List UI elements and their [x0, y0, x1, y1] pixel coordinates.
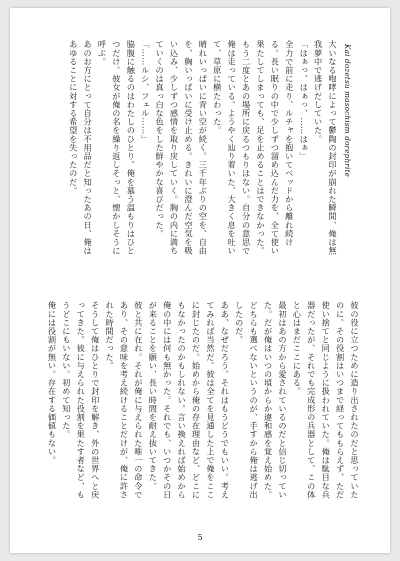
body-text-upper: 大いなる咆哮によって鬱陶の封印が崩れた瞬間、俺は無我夢中で逃げだしていた。 「はぁっ、はぁっ、……はぁ」 全力で前に走り、ルチャを抱いてベッドから離れ続ける。長い眠りの中で少しずつ溜め込んだ力を、全て使い果たしてしまっても、足を止めることはできなかった。もう二度とあの場所に戻るつもりはない。自分の意思で俺は走っている。ようやく辿り着いた、大きく息を吐いて、草原に横たわった。 晴れいっぱいに青い空が続く。三千年ぶりの空を、自由を、胸いっぱいに受け止める。きれいに澄んだ空気を吸い込み、少しずつ感情を取り戻していく。胸の内に満ちていくのは真っ白な色をした鮮やかな喜びだった。 「……ルシ、フェル……」 脇腹に触るのはわたしのひとり。俺を慕う温もりはひとつだけ。彼女が俺の名を繰り返しそっと、懐かしそうに呼ぶ。 あのお方にとって自分は不用品だと知ったあの日、俺はあゆることに対する希望を失ったのだ。: [68, 40, 338, 255]
page-number: 5: [197, 533, 203, 542]
body-text-lower: 彼の役に立つために造り出されたのだと思っていたのに。その役割はいつまで経ってももらえず、ただ使い捨てと同じように扱われていた。俺は駄目な兵器だったが、それでも完成形の兵器として、この体と心はまだここにある。 最初はあの方から愛されているのだと信じ切っていた。だが俺はいつの頃からか違和感を覚え始めた。どちらも選べないというのが、手すから俺は逃げ出したのだ。 ああ、なぜだろう。それはもうどうでもいい。考えてみれば当然だ。彼は全てを見通した上で俺をここに封じたのだ。始めから俺の存在理由など、どこにもなかったのかもしれない。言い換えれば始めから俺の中には何も無かった。それでも、いつかその日が来ることを願い、長い時間を耐え抜いてきた。 彼と共に在れ。それが俺に与えられた唯一の命令であり、その意味を考え続けることだけが、俺に許された時間だった。 そうして俺はひとりで封印を解き、外の世界へと戻ってきた。彼に与えられた役割を果たす者など、もうどこにもいない。初めて知った。 俺には役割が無い。存在する価値もない。: [47, 301, 360, 499]
document-page: [10, 8, 390, 553]
running-subtitle: Kai dozetsu masochism dorephrite: [343, 44, 352, 178]
